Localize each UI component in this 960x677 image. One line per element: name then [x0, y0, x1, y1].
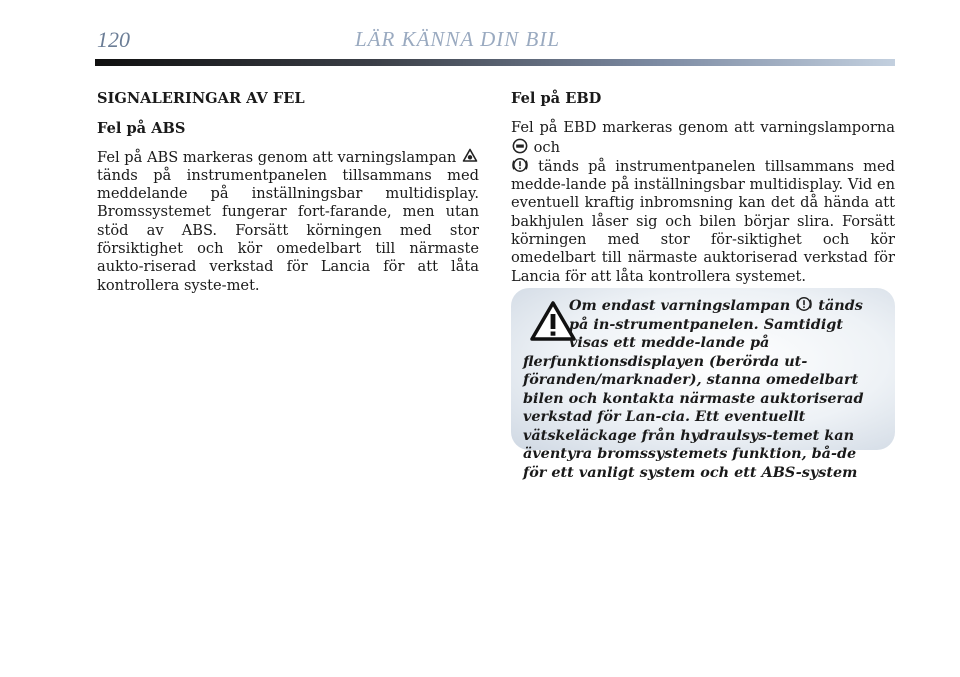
warning-text-end: tänds på in-strumentpanelen. Samtidigt visas ett medde-lande på flerfunktionsdisplayen (berörda ut-föranden/marknader), stanna omedelbart bilen och kontakta närmaste auktoriserad verkstad för Lan-cia. Ett eventuellt vätskeläckage från hydraulsys-temet kan äventyra bromssystemets funktion, bå-de för ett vanligt system och ett ABS-system: [523, 297, 864, 481]
brake-warning-lamp-icon: [512, 157, 528, 173]
ebd-text-end: tänds på instrumentpanelen tillsammans med medde-lande på inställningsbar multidisplay. Vid en eventuell kraftig inbromsning kan det då hända att bakhjulen låser sig och bilen börjar slira. Forsätt körningen med stor för-siktighet och kör omedelbart till närmaste auktoriserad verkstad för Lancia för att låta kontrollera systemet.: [511, 157, 895, 285]
ebd-text-start: Fel på EBD markeras genom att varningslamporna: [511, 119, 895, 137]
warning-text: [523, 296, 883, 482]
left-column: [97, 90, 479, 295]
ebd-text-och: och: [533, 138, 560, 156]
ebd-paragraph: [511, 119, 895, 286]
page-number: 120: [97, 27, 130, 52]
section-title: LÄR KÄNNA DIN BIL: [355, 27, 561, 51]
header-divider: [95, 59, 895, 66]
abs-warning-lamp-icon: [462, 148, 478, 164]
brake-warning-lamp-icon: [796, 296, 812, 312]
main-heading: SIGNALERINGAR AV FEL: [97, 90, 305, 107]
abs-text-end: tänds på instrumentpanelen tillsammans med meddelande på inställningsbar multidisplay. Bromssystemet fungerar fort-farande, men utan stöd av ABS. Forsätt körningen med stor försiktighet och kör omedelbart till närmaste aukto-riserad verkstad för Lancia för att låta kontrollera syste-met.: [97, 166, 479, 294]
warning-text-start: Om endast varningslampan: [569, 297, 791, 314]
right-column: [511, 90, 895, 286]
abs-paragraph: [97, 148, 479, 295]
ebd-heading: Fel på EBD: [511, 90, 602, 107]
abs-heading: Fel på ABS: [97, 120, 186, 138]
warning-callout: [511, 288, 895, 481]
abs-warning-lamp-icon: [512, 138, 528, 154]
abs-text-start: Fel på ABS markeras genom att varningslampan: [97, 148, 457, 166]
